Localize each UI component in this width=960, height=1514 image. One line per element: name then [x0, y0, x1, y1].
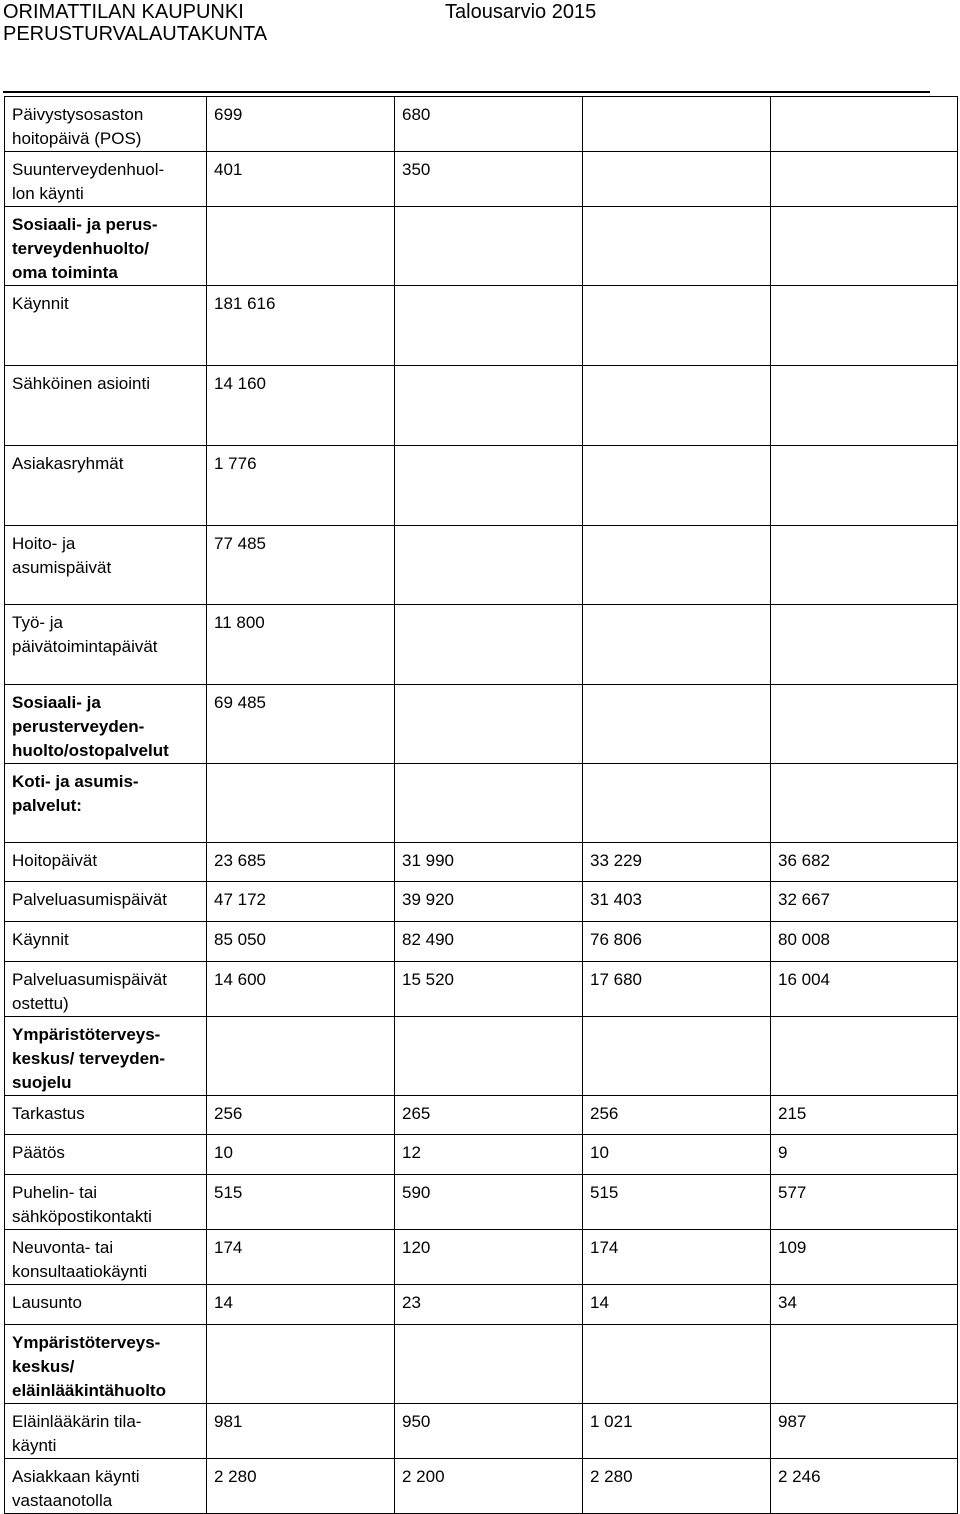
table-row [5, 1096, 958, 1135]
value-cell [395, 685, 583, 764]
row-label-line: Suunterveydenhuol- [12, 160, 165, 179]
value-text: 987 [778, 1412, 807, 1431]
row-label-cell [5, 526, 207, 605]
value-cell [207, 764, 395, 843]
value-text: 69 485 [214, 693, 266, 712]
value-cell [771, 1096, 958, 1135]
value-cell [771, 1230, 958, 1285]
value-text: 515 [214, 1183, 243, 1202]
value-text: 11 800 [214, 613, 265, 632]
value-cell [771, 685, 958, 764]
value-cell [771, 97, 958, 152]
value-cell [395, 1459, 583, 1514]
value-text: 577 [778, 1183, 807, 1202]
value-cell [395, 152, 583, 207]
value-text: 256 [214, 1104, 243, 1123]
row-label-cell [5, 446, 207, 526]
value-text: 31 403 [590, 890, 642, 909]
value-cell [207, 526, 395, 605]
table-row [5, 1230, 958, 1285]
value-text: 120 [402, 1238, 431, 1257]
row-label-line: Tarkastus [12, 1104, 85, 1123]
row-label-line: vastaanotolla [12, 1491, 113, 1510]
value-text: 14 600 [214, 970, 266, 989]
value-cell [395, 366, 583, 446]
value-text: 590 [402, 1183, 431, 1202]
value-cell [207, 1285, 395, 1325]
row-label-line: Neuvonta- tai [12, 1238, 114, 1257]
value-text: 16 004 [778, 970, 830, 989]
table-row [5, 1017, 958, 1096]
value-text: 33 229 [590, 851, 642, 870]
row-label-line: Hoito- ja [12, 534, 76, 553]
value-cell [207, 922, 395, 962]
row-label-cell [5, 97, 207, 152]
value-text: 2 280 [590, 1467, 633, 1486]
value-text: 181 616 [214, 294, 276, 313]
value-cell [771, 207, 958, 286]
value-cell [583, 1230, 771, 1285]
row-label-cell [5, 1096, 207, 1135]
value-cell [395, 1404, 583, 1459]
row-label-line: päivätoimintapäivät [12, 637, 158, 656]
value-cell [771, 526, 958, 605]
value-text: 10 [214, 1143, 233, 1162]
value-cell [771, 1135, 958, 1175]
value-cell [771, 882, 958, 922]
value-cell [395, 922, 583, 962]
value-text: 1 021 [590, 1412, 633, 1431]
value-cell [771, 922, 958, 962]
value-cell [207, 207, 395, 286]
value-cell [395, 882, 583, 922]
table-row [5, 1135, 958, 1175]
row-label-line: Koti- ja asumis- [12, 772, 139, 791]
value-cell [207, 843, 395, 882]
value-text: 174 [590, 1238, 619, 1257]
value-cell [395, 1285, 583, 1325]
value-cell [771, 366, 958, 446]
value-cell [395, 1017, 583, 1096]
value-cell [207, 1404, 395, 1459]
value-cell [583, 207, 771, 286]
value-cell [207, 152, 395, 207]
value-cell [207, 97, 395, 152]
row-label-line: terveydenhuolto/ [12, 239, 149, 258]
row-label-cell [5, 843, 207, 882]
row-label-line: Puhelin- tai [12, 1183, 98, 1202]
value-text: 515 [590, 1183, 619, 1202]
row-label-cell [5, 1230, 207, 1285]
row-label-cell [5, 1285, 207, 1325]
value-cell [583, 605, 771, 685]
row-label-cell [5, 922, 207, 962]
value-cell [207, 685, 395, 764]
table-row [5, 1459, 958, 1514]
table-row [5, 207, 958, 286]
row-label-line: oma toiminta [12, 263, 118, 282]
value-text: 2 246 [778, 1467, 821, 1486]
value-text: 77 485 [214, 534, 266, 553]
row-label-line: Lausunto [12, 1293, 82, 1312]
row-label-line: keskus/ terveyden- [12, 1049, 166, 1068]
value-text: 82 490 [402, 930, 454, 949]
value-cell [583, 1175, 771, 1230]
organization-name: ORIMATTILAN KAUPUNKI [3, 1, 244, 23]
value-cell [395, 526, 583, 605]
value-cell [583, 685, 771, 764]
row-label-line: Työ- ja [12, 613, 64, 632]
row-label-cell [5, 1459, 207, 1514]
value-cell [395, 764, 583, 843]
row-label-cell [5, 366, 207, 446]
value-cell [583, 1325, 771, 1404]
value-cell [207, 1175, 395, 1230]
value-cell [207, 1325, 395, 1404]
value-text: 15 520 [402, 970, 454, 989]
value-cell [771, 1175, 958, 1230]
row-label-line: Päivystysosaston [12, 105, 144, 124]
table-row [5, 962, 958, 1017]
value-cell [395, 97, 583, 152]
row-label-cell [5, 605, 207, 685]
row-label-cell [5, 286, 207, 366]
row-label-line: Käynnit [12, 930, 69, 949]
value-text: 680 [402, 105, 431, 124]
value-text: 76 806 [590, 930, 642, 949]
value-cell [583, 1017, 771, 1096]
row-label-line: Ympäristöterveys- [12, 1025, 161, 1044]
value-text: 23 685 [214, 851, 266, 870]
row-label-line: Palveluasumispäivät [12, 970, 167, 989]
value-text: 109 [778, 1238, 807, 1257]
row-label-line: ostettu) [12, 994, 69, 1013]
row-label-line: konsultaatiokäynti [12, 1262, 148, 1281]
value-cell [583, 843, 771, 882]
row-label-line: Sosiaali- ja perus- [12, 215, 158, 234]
value-cell [583, 764, 771, 843]
value-cell [207, 286, 395, 366]
value-text: 47 172 [214, 890, 266, 909]
value-cell [207, 446, 395, 526]
value-cell [207, 1017, 395, 1096]
value-cell [583, 1404, 771, 1459]
document-title: Talousarvio 2015 [445, 1, 597, 23]
value-cell [583, 1459, 771, 1514]
header-divider [3, 91, 930, 93]
value-text: 14 160 [214, 374, 266, 393]
value-cell [395, 1175, 583, 1230]
row-label-cell [5, 1404, 207, 1459]
value-cell [207, 882, 395, 922]
value-cell [207, 1230, 395, 1285]
value-text: 85 050 [214, 930, 266, 949]
table-row [5, 843, 958, 882]
value-cell [207, 1096, 395, 1135]
value-text: 256 [590, 1104, 619, 1123]
value-text: 34 [778, 1293, 797, 1312]
value-cell [583, 1096, 771, 1135]
value-text: 174 [214, 1238, 243, 1257]
section-heading-cell [5, 207, 207, 286]
value-cell [583, 922, 771, 962]
row-label-line: Sähköinen asiointi [12, 374, 150, 393]
row-label-line: asumispäivät [12, 558, 112, 577]
value-text: 39 920 [402, 890, 454, 909]
table-row [5, 922, 958, 962]
row-label-line: Ympäristöterveys- [12, 1333, 161, 1352]
row-label-line: käynti [12, 1436, 57, 1455]
value-cell [771, 764, 958, 843]
value-text: 981 [214, 1412, 243, 1431]
value-cell [583, 962, 771, 1017]
value-cell [395, 962, 583, 1017]
table-row [5, 286, 958, 366]
value-cell [583, 97, 771, 152]
value-text: 2 280 [214, 1467, 257, 1486]
value-cell [395, 286, 583, 366]
value-cell [583, 446, 771, 526]
value-text: 401 [214, 160, 243, 179]
value-text: 80 008 [778, 930, 830, 949]
table-row [5, 764, 958, 843]
value-text: 32 667 [778, 890, 830, 909]
value-text: 9 [778, 1143, 788, 1162]
section-heading-cell [5, 1325, 207, 1404]
table-row [5, 1285, 958, 1325]
value-cell [395, 1096, 583, 1135]
value-cell [583, 882, 771, 922]
value-cell [207, 1135, 395, 1175]
row-label-cell [5, 152, 207, 207]
value-cell [395, 1135, 583, 1175]
value-cell [207, 1459, 395, 1514]
value-cell [207, 605, 395, 685]
section-heading-cell [5, 685, 207, 764]
value-text: 23 [402, 1293, 421, 1312]
value-cell [395, 446, 583, 526]
row-label-line: Hoitopäivät [12, 851, 98, 870]
table-row [5, 1175, 958, 1230]
section-heading-cell [5, 764, 207, 843]
value-text: 350 [402, 160, 431, 179]
row-label-line: Päätös [12, 1143, 65, 1162]
row-label-line: palvelut: [12, 796, 82, 815]
value-cell [771, 962, 958, 1017]
table-row [5, 366, 958, 446]
row-label-cell [5, 1135, 207, 1175]
value-cell [771, 605, 958, 685]
row-label-line: Asiakkaan käynti [12, 1467, 140, 1486]
value-cell [583, 1285, 771, 1325]
table-row [5, 685, 958, 764]
row-label-line: Asiakasryhmät [12, 454, 124, 473]
value-cell [771, 843, 958, 882]
table-row [5, 526, 958, 605]
value-text: 699 [214, 105, 243, 124]
performance-table [4, 96, 958, 1514]
value-text: 265 [402, 1104, 431, 1123]
value-cell [395, 1325, 583, 1404]
table-row [5, 152, 958, 207]
table-row [5, 97, 958, 152]
value-cell [771, 1325, 958, 1404]
value-cell [207, 366, 395, 446]
value-text: 215 [778, 1104, 807, 1123]
row-label-line: perusterveyden- [12, 717, 145, 736]
value-text: 2 200 [402, 1467, 445, 1486]
row-label-line: eläinlääkintähuolto [12, 1381, 166, 1400]
unit-name: PERUSTURVALAUTAKUNTA [3, 23, 268, 45]
value-cell [395, 1230, 583, 1285]
value-text: 1 776 [214, 454, 257, 473]
row-label-line: Käynnit [12, 294, 69, 313]
value-cell [583, 152, 771, 207]
row-label-line: hoitopäivä (POS) [12, 129, 142, 148]
value-text: 14 [214, 1293, 233, 1312]
value-cell [771, 1017, 958, 1096]
value-cell [583, 366, 771, 446]
value-cell [771, 1404, 958, 1459]
row-label-line: sähköpostikontakti [12, 1207, 152, 1226]
row-label-line: huolto/ostopalvelut [12, 741, 169, 760]
value-text: 10 [590, 1143, 609, 1162]
row-label-line: Palveluasumispäivät [12, 890, 167, 909]
table-row [5, 605, 958, 685]
row-label-cell [5, 962, 207, 1017]
value-cell [395, 207, 583, 286]
value-cell [207, 962, 395, 1017]
value-text: 17 680 [590, 970, 642, 989]
value-text: 14 [590, 1293, 609, 1312]
value-cell [771, 286, 958, 366]
row-label-line: suojelu [12, 1073, 72, 1092]
value-cell [771, 446, 958, 526]
row-label-cell [5, 1175, 207, 1230]
value-cell [395, 605, 583, 685]
row-label-line: keskus/ [12, 1357, 75, 1376]
table-row [5, 1404, 958, 1459]
table-row [5, 446, 958, 526]
value-cell [395, 843, 583, 882]
value-text: 12 [402, 1143, 421, 1162]
table-row [5, 882, 958, 922]
value-text: 950 [402, 1412, 431, 1431]
value-cell [583, 286, 771, 366]
value-cell [583, 526, 771, 605]
section-heading-cell [5, 1017, 207, 1096]
value-text: 31 990 [402, 851, 454, 870]
value-cell [771, 1285, 958, 1325]
row-label-line: Eläinlääkärin tila- [12, 1412, 142, 1431]
value-cell [771, 152, 958, 207]
value-cell [771, 1459, 958, 1514]
page-header [0, 0, 960, 95]
table-row [5, 1325, 958, 1404]
row-label-line: lon käynti [12, 184, 84, 203]
value-text: 36 682 [778, 851, 830, 870]
value-cell [583, 1135, 771, 1175]
row-label-cell [5, 882, 207, 922]
row-label-line: Sosiaali- ja [12, 693, 101, 712]
